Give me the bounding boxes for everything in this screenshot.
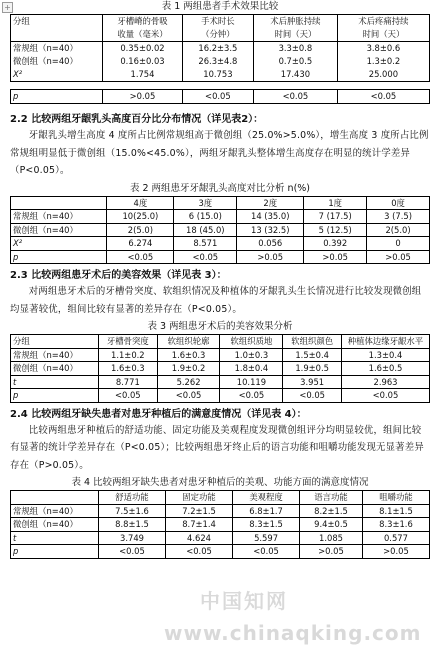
section-2-3-title: 2.3 比较两组患牙术后的美容效果（详见表 3）： [10,270,227,281]
table3-header-cell: 软组织颜色 [283,335,342,349]
table-cell: 10.753 [182,68,253,82]
table-cell: 14 (35.0) [237,210,304,224]
table-row [11,375,430,389]
table-cell: 1.085 [300,531,363,545]
table-cell: 常规组（n=40） [11,348,99,362]
table-move-handle-icon[interactable]: + [2,2,13,13]
table-cell: 1.5±0.4 [283,348,342,362]
table-cell: 1.9±0.5 [283,362,342,376]
table-cell: X² [11,237,107,251]
table-cell: >0.05 [103,90,183,104]
table-cell: 6 (15.0) [174,210,237,224]
table-cell: >0.05 [304,250,367,264]
table-cell: 1.6±0.5 [341,362,429,376]
table3 [10,334,430,403]
table-cell: t [11,375,99,389]
table-cell: p [11,250,107,264]
table-cell: 13 (32.5) [237,223,304,237]
table-cell: <0.05 [98,545,165,559]
table-cell: 26.3±4.8 [182,55,253,68]
table-row [11,237,430,251]
document-page [10,0,430,559]
table2-header-cell: 1度 [304,196,367,210]
table2-header-cell: 2度 [237,196,304,210]
table-cell: 微创组（n=40） [11,362,99,376]
table-row [11,250,430,264]
table-cell: 5.262 [157,375,220,389]
table1-caption: 表 1 两组患者手术效果比较 [161,1,279,12]
table-cell: 17.430 [254,68,338,82]
table-cell: 0.7±0.5 [254,55,338,68]
table-cell: 2.963 [341,375,429,389]
table-cell: 常规组（n=40） [11,42,103,56]
table-cell: 8.3±1.5 [233,518,300,532]
table-cell: 7 (17.5) [304,210,367,224]
table4-header-cell: 咀嚼功能 [362,491,429,505]
table2-header-cell: 0度 [367,196,430,210]
table-cell: 8.7±1.4 [166,518,233,532]
table-cell: p [11,389,99,403]
table4-header-cell: 美观程度 [233,491,300,505]
table1 [10,14,430,82]
table-cell: 7.2±1.5 [166,504,233,518]
table2-header-cell: 4度 [107,196,174,210]
table3-header-row [11,335,430,349]
table-cell: 0.577 [362,531,429,545]
table-row [11,90,430,104]
table3-header-cell: 软组织轮廓 [157,335,220,349]
table-row [11,55,430,68]
table2-caption: 表 2 两组患牙牙龈乳头高度对比分析 n(%) [129,182,311,194]
table-cell: 0.392 [304,237,367,251]
table-cell: <0.05 [220,389,283,403]
table-cell: 8.571 [174,237,237,251]
table-cell: 微创组（n=40） [11,55,103,68]
table-row [11,348,430,362]
table-cell: <0.05 [174,250,237,264]
table3-header-cell: 种植体边缘牙龈水平 [341,335,429,349]
table-cell: 1.3±0.4 [341,348,429,362]
table-cell: 3 (7.5) [367,210,430,224]
table-cell: 3.3±0.8 [254,42,338,56]
section-2-3-paragraph: 对两组患牙术后的牙槽骨突度、软组织情况及种植体的牙龈乳头生长情况进行比较发现微创组均显著较优，组间比较有显著的差异存在（P<0.05）。 [10,286,422,315]
table2-header-cell: 3度 [174,196,237,210]
table4-header-cell: 语言功能 [300,491,363,505]
table-cell: 2(5.0) [107,223,174,237]
section-2-4-paragraph: 比较两组患牙种植后的舒适功能、固定功能及美观程度发现微创组评分均明显较优，组间比较有显著的统计学差异存在（P<0.05）；比较两组患牙终止后的语言功能和咀嚼功能发现无显著差异存在（P>0.05）。 [10,424,424,471]
table-cell: 1.3±0.2 [337,55,429,68]
table-cell: 1.754 [103,68,183,82]
table-cell: >0.05 [300,545,363,559]
table-cell: <0.05 [107,250,174,264]
table-cell: 25.000 [337,68,429,82]
table-cell: 8.8±1.5 [98,518,165,532]
table-cell: <0.05 [182,90,253,104]
watermark-url: www.chinaqking.com [164,621,422,645]
table-cell: <0.05 [254,90,338,104]
table-cell: 18 (45.0) [174,223,237,237]
table1-header-cell: 术后疼痛持续 时间（天） [337,15,429,42]
table-cell: <0.05 [283,389,342,403]
table-cell: 7.5±1.6 [98,504,165,518]
table-cell: 6.274 [107,237,174,251]
section-2-2-title: 2.2 比较两组牙龈乳头高度百分比分布情况（详见表2）： [10,114,264,125]
table1-p-row-table [10,89,430,104]
table1-header-cell: 手术时长 （分钟） [182,15,253,42]
table3-header-cell: 软组织质地 [220,335,283,349]
table4-header-row [11,491,430,505]
table-cell: 0.35±0.02 [103,42,183,56]
table-cell: <0.05 [157,389,220,403]
table-cell: 10(25.0) [107,210,174,224]
table-cell: 8.771 [98,375,157,389]
table3-header-cell: 牙槽骨突度 [98,335,157,349]
table-cell: 1.6±0.3 [98,362,157,376]
table2-header-row [11,196,430,210]
table-cell: 1.9±0.2 [157,362,220,376]
table-cell: 1.0±0.3 [220,348,283,362]
table4-header-cell [11,491,99,505]
table-cell: <0.05 [166,545,233,559]
table-cell: 4.624 [166,531,233,545]
table-row [11,531,430,545]
table-cell: 1.6±0.3 [157,348,220,362]
table-cell: p [11,545,99,559]
table-cell: t [11,531,99,545]
table4 [10,490,430,559]
table-row [11,362,430,376]
table-cell: 8.1±1.5 [362,504,429,518]
table2 [10,196,430,265]
table-row [11,42,430,56]
table-cell: 常规组（n=40） [11,210,107,224]
table-row [11,68,430,82]
table-cell: 16.2±3.5 [182,42,253,56]
table-cell: 0.056 [237,237,304,251]
table-row [11,389,430,403]
table1-header-cell: 术后肿胀持续 时间（天） [254,15,338,42]
table-cell: 0 [367,237,430,251]
section-2-2-paragraph: 牙龈乳头增生高度 4 度所占比例常规组高于微创组（25.0%>5.0%），增生高度 3 度所占比例常规组明显低于微创组（15.0%<45.0%），两组牙龈乳头整体增生高度存在明显的统计学差异（P<0.05）。 [10,130,429,176]
section-2-4-title: 2.4 比较两组牙缺失患者对患牙种植后的满意度情况（详见表 4）： [10,408,307,420]
table-cell: 3.951 [283,375,342,389]
table-cell: 8.3±1.6 [362,518,429,532]
table1-header-cell: 牙槽嵴的骨吸 收量（毫米） [103,15,183,42]
table-row [11,504,430,518]
table4-caption: 表 4 比较两组牙缺失患者对患牙种植后的美观、功能方面的满意度情况 [71,477,369,488]
table4-header-cell: 固定功能 [166,491,233,505]
table-cell: X² [11,68,103,82]
table-cell: 6.8±1.7 [233,504,300,518]
table-cell: 5.597 [233,531,300,545]
table-cell: 0.16±0.03 [103,55,183,68]
table-cell: <0.05 [341,389,429,403]
table-cell: <0.05 [233,545,300,559]
watermark-text: 中国知网 [200,589,288,613]
table-row [11,210,430,224]
table-cell: 微创组（n=40） [11,223,107,237]
table-cell: <0.05 [337,90,429,104]
table-cell: <0.05 [98,389,157,403]
table-cell: 3.749 [98,531,165,545]
table1-header-row [11,15,430,42]
table3-caption: 表 3 两组患牙术后的美容效果分析 [147,321,293,332]
table-cell: 8.2±1.5 [300,504,363,518]
table-cell: >0.05 [237,250,304,264]
table-cell: 2(5.0) [367,223,430,237]
table3-header-cell: 分组 [11,335,99,349]
table-row [11,518,430,532]
table2-header-cell [11,196,107,210]
table-row [11,223,430,237]
table-cell: 1.8±0.4 [220,362,283,376]
table-cell: 9.4±0.5 [300,518,363,532]
table-cell: 10.119 [220,375,283,389]
table-cell: >0.05 [362,545,429,559]
table-cell: 微创组（n=40） [11,518,99,532]
table4-header-cell: 舒适功能 [98,491,165,505]
table-cell: p [11,90,103,104]
table-cell: 5 (12.5) [304,223,367,237]
table-cell: 1.1±0.2 [98,348,157,362]
table-row [11,545,430,559]
table-cell: >0.05 [367,250,430,264]
table-cell: 常规组（n=40） [11,504,99,518]
table1-header-cell: 分组 [11,15,103,42]
table-cell: 3.8±0.6 [337,42,429,56]
